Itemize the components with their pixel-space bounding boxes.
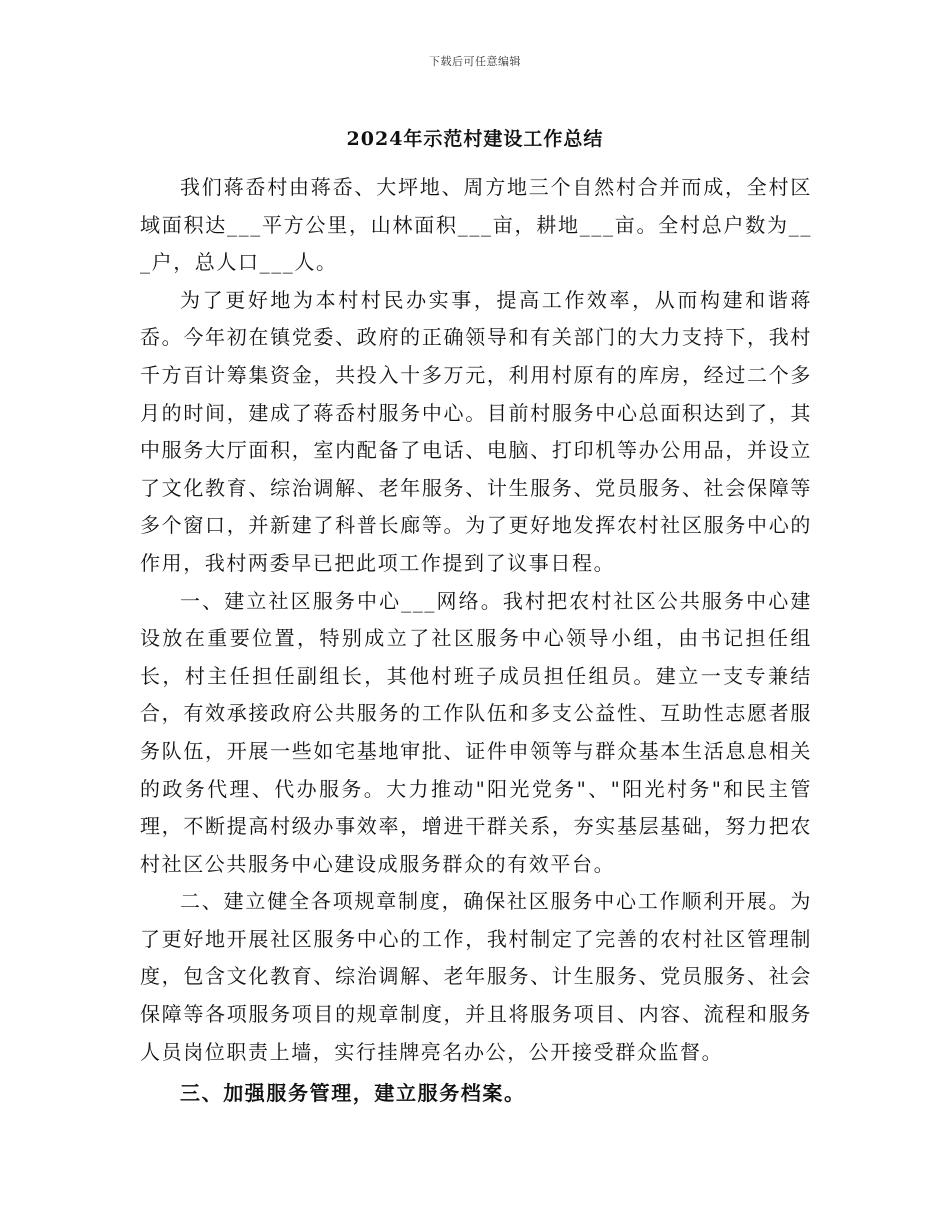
- paragraph-service-center: 为了更好地为本村村民办实事，提高工作效率，从而构建和谐蒋岙。今年初在镇党委、政府的正确领导和有关部门的大力支持下，我村千方百计筹集资金，共投入十多万元，利用村原有的库房，经过二个多月的时间，建成了蒋岙村服务中心。目前村服务中心总面积达到了，其中服务大厅面积，室内配备了电话、电脑、打印机等办公用品，并设立了文化教育、综治调解、老年服务、计生服务、党员服务、社会保障等多个窗口，并新建了科普长廊等。为了更好地发挥农村社区服务中心的作用，我村两委早已把此项工作提到了议事日程。: [140, 287, 812, 575]
- paragraph-village-overview: 我们蒋岙村由蒋岙、大坪地、周方地三个自然村合并而成，全村区域面积达___平方公里，山林面积___亩，耕地___亩。全村总户数为___户，总人口___人。: [140, 175, 812, 275]
- page-header-note: 下载后可任意编辑: [429, 55, 521, 68]
- document-title: 2024年示范村建设工作总结: [346, 128, 604, 150]
- paragraph-section-one: 一、建立社区服务中心___网络。我村把农村社区公共服务中心建设放在重要位置，特别成立了社区服务中心领导小组，由书记担任组长，村主任担任副组长，其他村班子成员担任组员。建立一支专兼结合，有效承接政府公共服务的工作队伍和多支公益性、互助性志愿者服务队伍，开展一些如宅基地审批、证件申领等与群众基本生活息息相关的政务代理、代办服务。大力推动"阳光党务"、"阳光村务"和民主管理，不断提高村级办事效率，增进干群关系，夯实基层基础，努力把农村社区公共服务中心建设成服务群众的有效平台。: [140, 588, 812, 876]
- document-body: [140, 169, 812, 1113]
- paragraph-section-two: 二、建立健全各项规章制度，确保社区服务中心工作顺利开展。为了更好地开展社区服务中心的工作，我村制定了完善的农村社区管理制度，包含文化教育、综治调解、老年服务、计生服务、党员服务、社会保障等各项服务项目的规章制度，并且将服务项目、内容、流程和服务人员岗位职责上墙，实行挂牌亮名办公，公开接受群众监督。: [140, 889, 812, 1064]
- paragraph-section-three-heading: 三、加强服务管理，建立服务档案。: [180, 1081, 526, 1106]
